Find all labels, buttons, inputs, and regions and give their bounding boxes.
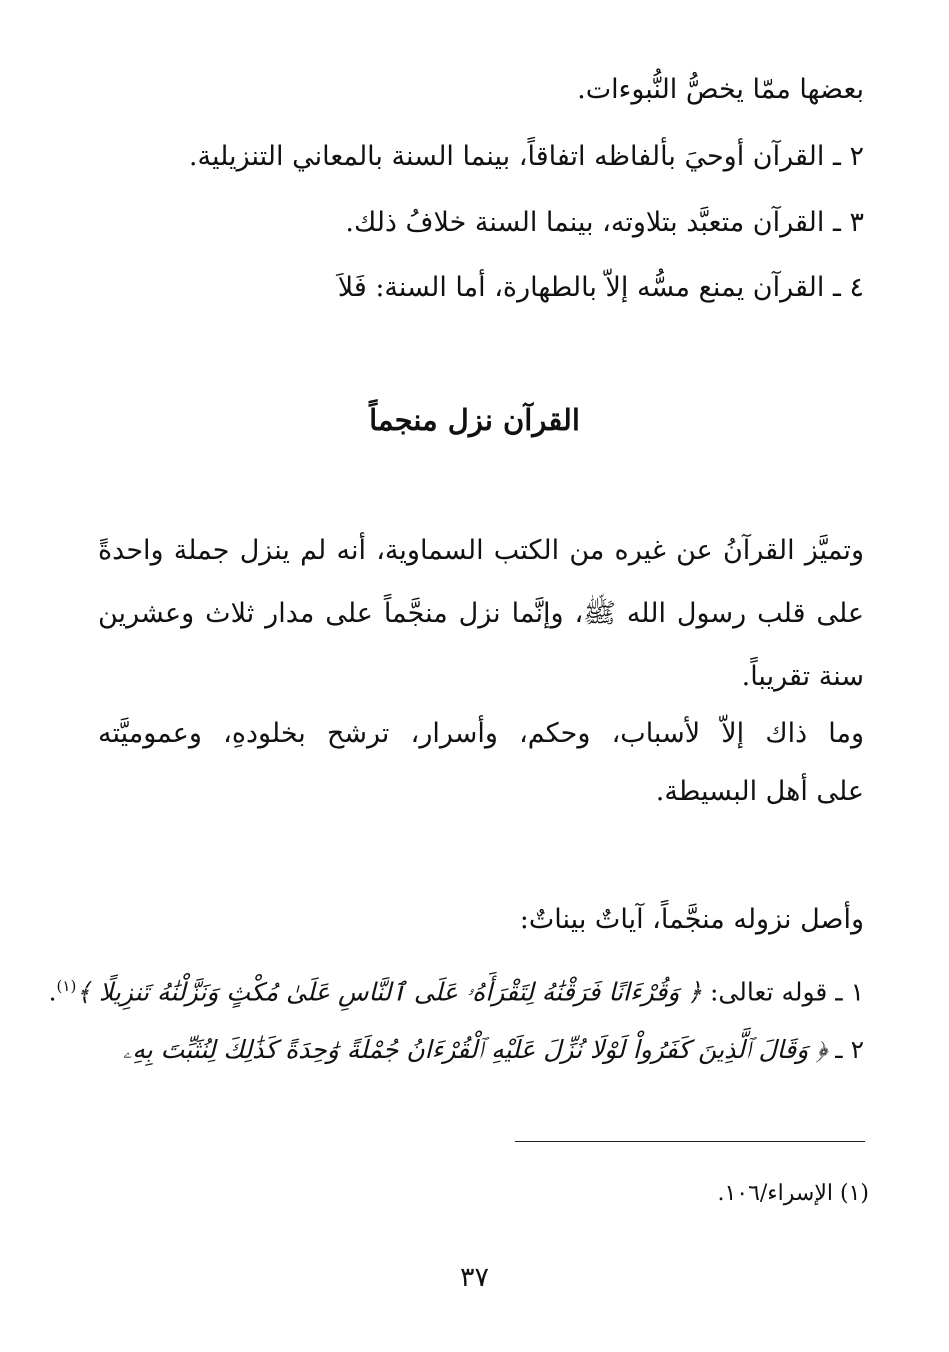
proof-item-1 — [49, 966, 864, 1012]
paragraph-2-line-1: وما ذاك إلاّ لأسباب، وحكم، وأسرار، ترشح بخلودهِ، وعموميَّته — [98, 718, 864, 749]
footnote-ref: (١) — [56, 977, 77, 995]
quran-verse-2: ﴿ وَقَالَ ٱلَّذِينَ كَفَرُواْ لَوْلَا نُزِّلَ عَلَيْهِ ٱلْقُرْءَانُ جُمْلَةً وَٰحِدَةً كَذَٰلِكَ لِنُثَبِّتَ بِهِۦ — [122, 1035, 828, 1064]
page-number: ٣٧ — [459, 1262, 489, 1293]
proofs-intro: وأصل نزوله منجَّماً، آياتٌ بيناتٌ: — [519, 904, 864, 935]
proof-item-2-prefix: ٢ ـ — [835, 1035, 864, 1064]
proof-item-1-prefix: ١ ـ قوله تعالى: — [709, 977, 864, 1007]
paragraph-1-line-1: وتميَّز القرآنُ عن غيره من الكتب السماوية، أنه لم ينزل جملة واحدةً — [98, 535, 864, 566]
list-item-4: ٤ ـ القرآن يمنع مسُّه إلاّ بالطهارة، أما السنة: فَلاَ — [337, 272, 864, 303]
paragraph-2-line-2: على أهل البسيطة. — [655, 776, 864, 807]
quran-verse-1: ﴿ وَقُرْءَانًا فَرَقْنَٰهُ لِتَقْرَأَهُۥ عَلَى ٱلنَّاسِ عَلَىٰ مُكْثٍ وَنَزَّلْنَٰهُ تَنزِيلًا ﴾ — [76, 977, 703, 1007]
proof-item-1-end: . — [48, 977, 57, 1007]
proof-item-2 — [123, 1030, 864, 1070]
paragraph-1-line-2: على قلب رسول الله ﷺ، وإنَّما نزل منجَّماً على مدار ثلاث وعشرين — [98, 598, 864, 629]
text-line-continuation: بعضها ممّا يخصُّ النُّبوءات. — [577, 74, 864, 105]
section-heading: القرآن نزل منجماً — [369, 403, 580, 437]
list-item-3: ٣ ـ القرآن متعبَّد بتلاوته، بينما السنة خلافُ ذلك. — [345, 207, 864, 238]
footnote-divider — [515, 1141, 865, 1142]
list-item-2: ٢ ـ القرآن أوحيَ بألفاظه اتفاقاً، بينما السنة بالمعاني التنزيلية. — [188, 141, 864, 172]
paragraph-1-line-3: سنة تقريباً. — [741, 661, 864, 692]
footnote-1: (١) الإسراء/١٠٦. — [717, 1181, 869, 1206]
